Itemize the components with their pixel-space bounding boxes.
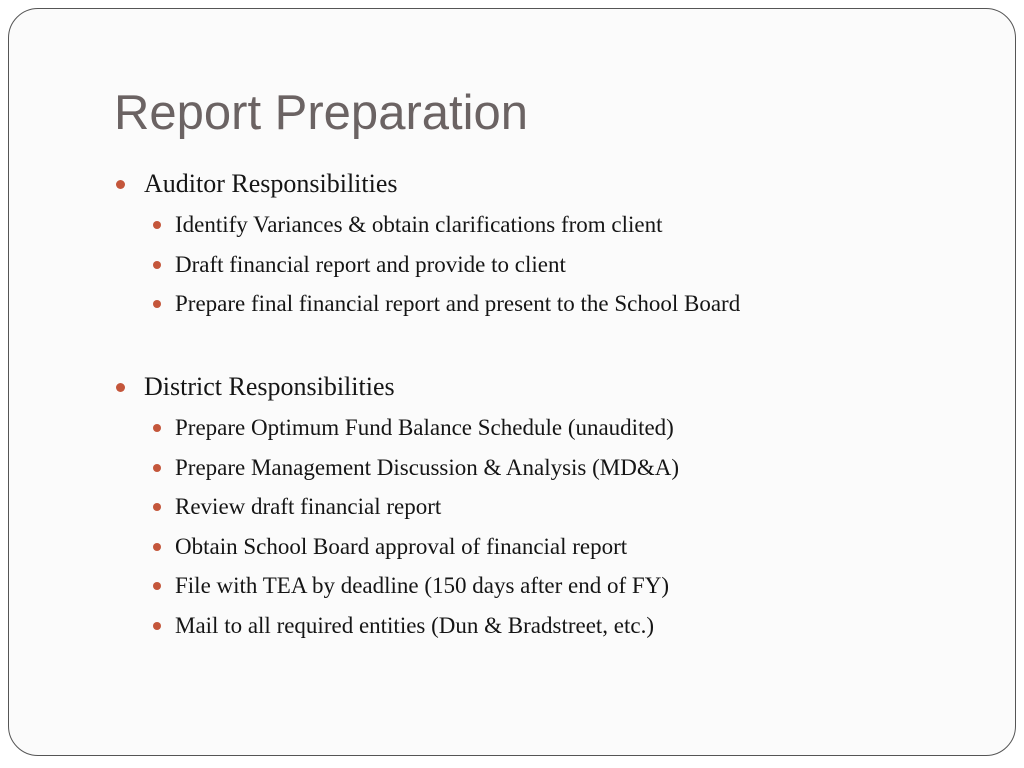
list-item-text: Prepare Optimum Fund Balance Schedule (unaudited) (175, 415, 674, 440)
list-item (175, 251, 566, 279)
section-heading-auditor (144, 169, 398, 199)
list-item-text: Draft financial report and provide to client (175, 252, 566, 277)
bullet-dot-icon (153, 503, 161, 511)
section-heading-text: Auditor Responsibilities (144, 169, 398, 198)
bullet-dot-icon (153, 622, 161, 630)
bullet-dot-icon (153, 221, 161, 229)
bullet-dot-icon (153, 261, 161, 269)
list-item-text: Prepare final financial report and present to the School Board (175, 291, 741, 316)
list-item-text: Obtain School Board approval of financial report (175, 534, 628, 559)
bullet-dot-icon (153, 543, 161, 551)
bullet-dot-icon (153, 582, 161, 590)
list-item-text: Identify Variances & obtain clarifications from client (175, 212, 663, 237)
bullet-dot-icon (116, 180, 125, 189)
slide-title: Report Preparation (114, 86, 529, 140)
list-item-text: File with TEA by deadline (150 days after end of FY) (175, 573, 669, 598)
list-item (175, 493, 441, 521)
bullet-dot-icon (153, 300, 161, 308)
list-item (175, 612, 654, 640)
section-heading-text: District Responsibilities (144, 372, 395, 401)
list-item (175, 454, 679, 482)
list-item (175, 211, 663, 239)
list-item-text: Review draft financial report (175, 494, 442, 519)
list-item (175, 533, 627, 561)
list-item (175, 572, 669, 600)
list-item-text: Prepare Management Discussion & Analysis (MD&A) (175, 455, 680, 480)
list-item-text: Mail to all required entities (Dun & Bradstreet, etc.) (175, 613, 655, 638)
list-item (175, 290, 740, 318)
list-item (175, 414, 674, 442)
bullet-dot-icon (116, 383, 125, 392)
bullet-dot-icon (153, 464, 161, 472)
bullet-dot-icon (153, 424, 161, 432)
section-heading-district (144, 372, 395, 402)
